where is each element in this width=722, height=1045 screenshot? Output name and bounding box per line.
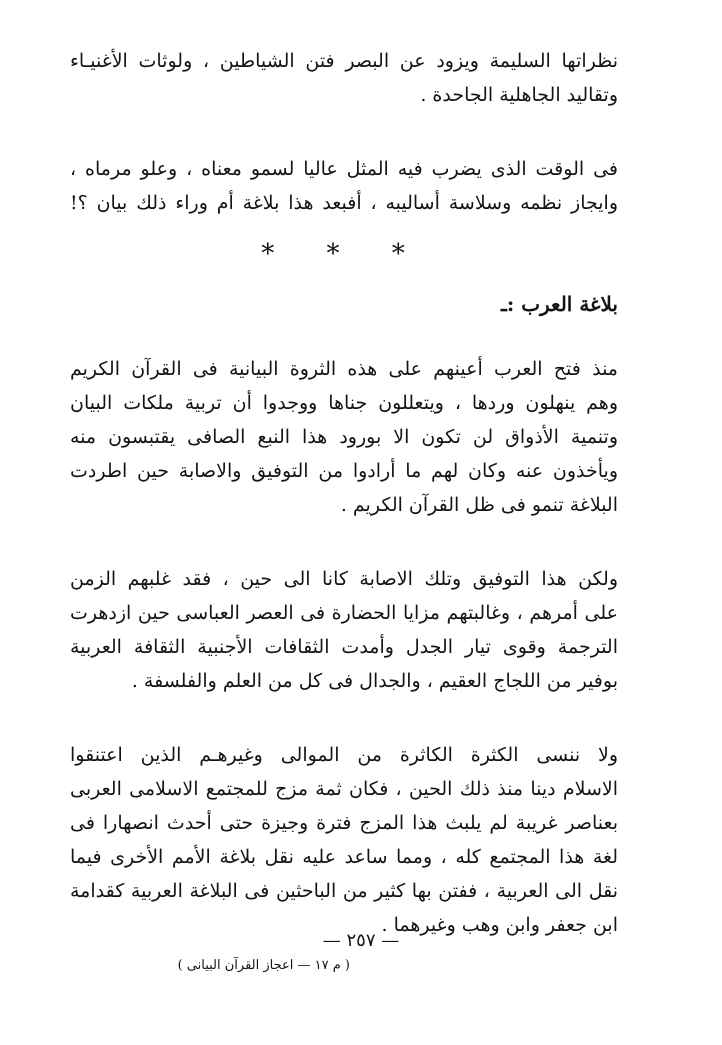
- text-line: الاسلام دينا منذ ذلك الحين ، فكان ثمة مزج للمجتمع الاسلامى العربى: [70, 778, 618, 800]
- text-line: ولكن هذا التوفيق وتلك الاصابة كانا الى حين ، فقد غلبهم الزمن: [70, 568, 618, 590]
- text-line: البلاغة تنمو فى ظل القرآن الكريم .: [340, 494, 618, 516]
- signature-reference: ( م ١٧ — اعجاز القرآن البيانى ): [177, 958, 350, 973]
- text-line: وتنمية الأذواق لن تكون الا بورود هذا النبع الصافى يقتبسون منه: [70, 426, 618, 448]
- text-line: على أمرهم ، وغالبتهم مزايا الحضارة فى العصر العباسى حين ازدهرت: [70, 602, 618, 624]
- paragraph-gap: [70, 112, 618, 152]
- text-line: وايجاز نظمه وسلاسة أساليبه ، أفبعد هذا بلاغة أم وراء ذلك بيان ؟!: [70, 192, 618, 214]
- text-line: بوفير من اللجاج العقيم ، والجدال فى كل من العلم والفلسفة .: [131, 670, 618, 692]
- text-line: وتقاليد الجاهلية الجاحدة .: [420, 84, 618, 106]
- text-line: نقل الى العربية ، ففتن بها كثير من الباحثين فى البلاغة العربية كقدامة: [70, 880, 618, 902]
- text-line: بعناصر غريبة لم يلبث هذا المزج فترة وجيزة حتى أحدث انصهارا فى: [70, 812, 618, 834]
- paragraph-gap: [70, 698, 618, 738]
- paragraph-gap: [70, 522, 618, 562]
- text-line: لغة هذا المجتمع كله ، ومما ساعد عليه نقل بلاغة الأمم الأخرى فيما: [70, 846, 618, 868]
- paragraph: [70, 44, 618, 112]
- text-line: ابن جعفر وابن وهب وغيرهما .: [381, 914, 618, 936]
- text-line: وهم ينهلون وردها ، ويتعللون جناها ووجدوا أن تربية ملكات البيان: [70, 392, 618, 414]
- page-body: [70, 44, 618, 942]
- page-number: — ٢٥٧ —: [322, 930, 400, 951]
- text-line: ويأخذون عنه وكان لهم ما أرادوا من التوفيق والاصابة حين اطردت: [70, 460, 618, 482]
- paragraph: [70, 738, 618, 942]
- section-separator: * * *: [261, 239, 427, 269]
- text-line: الترجمة وقوى تيار الجدل وأمدت الثقافات الأجنبية الثقافة العربية: [70, 636, 618, 658]
- paragraph: [70, 152, 618, 220]
- text-line: منذ فتح العرب أعينهم على هذه الثروة البيانية فى القرآن الكريم: [70, 358, 618, 380]
- text-line: فى الوقت الذى يضرب فيه المثل عاليا لسمو معناه ، وعلو مرماه ،: [70, 158, 618, 180]
- text-line: ولا ننسى الكثرة الكاثرة من الموالى وغيرهـم الذين اعتنقوا: [70, 744, 618, 766]
- paragraph: [70, 562, 618, 698]
- section-heading: بلاغة العرب :ـ: [500, 292, 618, 316]
- text-line: نظراتها السليمة ويزود عن البصر فتن الشياطين ، ولوثات الأغنيـاء: [70, 50, 618, 72]
- paragraph: [70, 352, 618, 522]
